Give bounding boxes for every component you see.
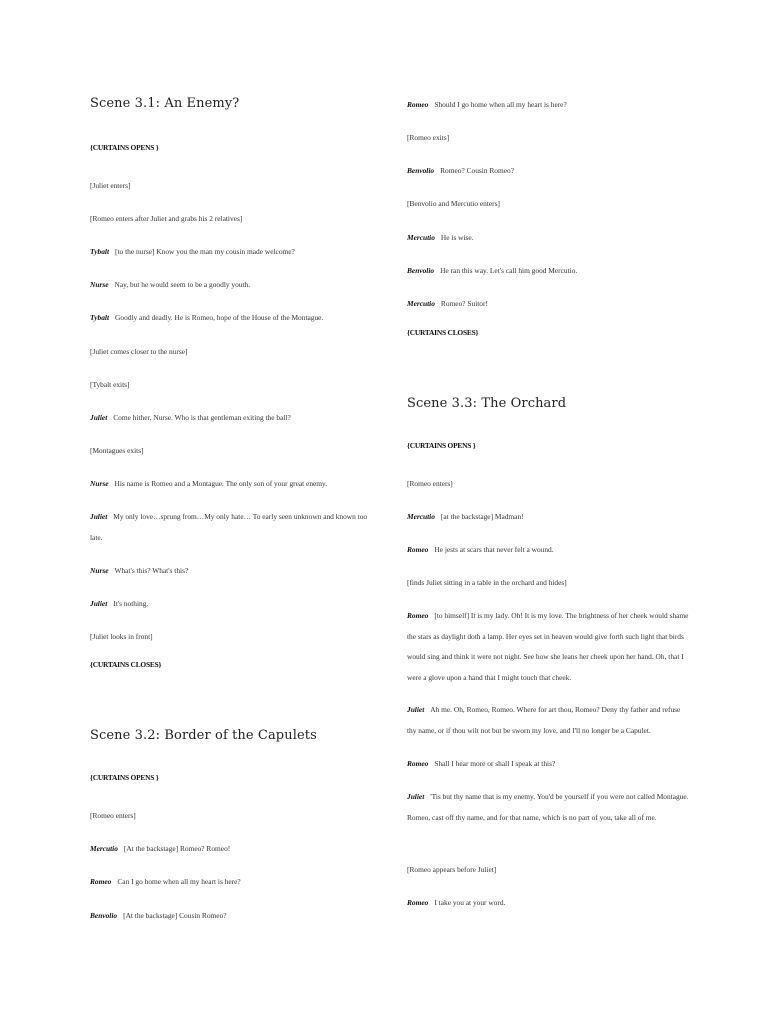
scene-3-2-title: Scene 3.2: Border of the Capulets: [90, 728, 317, 743]
dialogue-line: [407, 228, 689, 249]
stage-direction: [Romeo enters after Juliet and grabs his 2 relatives]: [90, 214, 243, 223]
speaker-name: Benvolio: [407, 166, 435, 175]
curtain-cue: {CURTAINS OPENS }: [90, 773, 159, 782]
stage-direction: [Romeo appears before Juliet]: [407, 865, 497, 874]
stage-direction: [finds Juliet sitting in a table in the orchard and hides]: [407, 578, 567, 587]
speaker-name: Romeo: [407, 759, 429, 768]
dialogue-text: Shall I hear more or shall I speak at this?: [434, 759, 556, 768]
stage-direction: [Romeo enters]: [90, 811, 136, 820]
dialogue-text: Romeo? Cousin Romeo?: [440, 166, 515, 175]
dialogue-text: He is wise.: [440, 233, 474, 242]
dialogue-line: [407, 95, 689, 116]
curtain-cue: {CURTAINS CLOSES}: [90, 660, 162, 669]
curtain-cue: {CURTAINS CLOSES}: [407, 328, 479, 337]
stage-direction: [Juliet comes closer to the nurse]: [90, 347, 188, 356]
dialogue-line: [90, 839, 370, 860]
speaker-name: Juliet: [90, 599, 108, 608]
dialogue-line: [90, 408, 370, 429]
dialogue-text: I take you at your word.: [434, 898, 506, 907]
dialogue-text: [at the backstage] Madman!: [440, 512, 524, 521]
dialogue-text: What's this? What's this?: [114, 566, 189, 575]
dialogue-line: [90, 594, 370, 615]
dialogue-line: [90, 561, 370, 582]
dialogue-line: [90, 872, 370, 893]
dialogue-line: [407, 754, 689, 775]
dialogue-text: Ah me. Oh, Romeo, Romeo. Where for art thou, Romeo? Deny thy father and refuse thy name, or if thou wilt not but be sworn my love, and I'll no longer be a Capulet.: [407, 705, 681, 735]
speaker-name: Benvolio: [407, 266, 435, 275]
curtain-cue: {CURTAINS OPENS }: [90, 143, 159, 152]
stage-direction: [Juliet looks in front]: [90, 632, 153, 641]
dialogue-line: [407, 700, 689, 741]
dialogue-text: His name is Romeo and a Montague. The only son of your great enemy.: [114, 479, 328, 488]
dialogue-text: Goodly and deadly. He is Romeo, hope of the House of the Montague.: [115, 313, 324, 322]
dialogue-line: [90, 906, 370, 927]
dialogue-line: [407, 261, 689, 282]
speaker-name: Nurse: [90, 479, 109, 488]
dialogue-text: Should I go home when all my heart is here?: [434, 100, 567, 109]
dialogue-line: [90, 308, 370, 329]
stage-direction: [Juliet enters]: [90, 181, 131, 190]
dialogue-line: [407, 507, 689, 528]
dialogue-text: [At the backstage] Cousin Romeo?: [123, 911, 227, 920]
speaker-name: Nurse: [90, 566, 109, 575]
dialogue-line: [407, 893, 689, 914]
dialogue-text: 'Tis but thy name that is my enemy. You'd be yourself if you were not called Montague. Romeo, cast off thy name, and for that name, which is no part of you, take all of me.: [407, 792, 689, 822]
dialogue-text: [to himself] It is my lady. Oh! It is my love. The brightness of her cheek would shame the stars as daylight doth a lamp. Her eyes set in heaven would give forth such light that birds would sing and think it were not night. See how she leans her cheek upon her hand. Oh, that I were a glove upon a hand that I might touch that cheek.: [407, 611, 689, 682]
dialogue-line: [407, 540, 689, 561]
speaker-name: Juliet: [90, 512, 108, 521]
dialogue-text: He jests at scars that never felt a wound.: [434, 545, 554, 554]
dialogue-line: [407, 294, 689, 315]
speaker-name: Juliet: [407, 705, 425, 714]
dialogue-text: Nay, but he would seem to be a goodly youth.: [114, 280, 251, 289]
speaker-name: Nurse: [90, 280, 109, 289]
dialogue-text: My only love…sprung from…My only hate… To early seen unknown and known too late.: [90, 512, 368, 542]
speaker-name: Romeo: [407, 545, 429, 554]
dialogue-line: [90, 275, 370, 296]
dialogue-text: Can I go home when all my heart is here?: [117, 877, 241, 886]
dialogue-text: Romeo? Suitor!: [440, 299, 488, 308]
stage-direction: [Benvolio and Mercutio enters]: [407, 199, 500, 208]
speaker-name: Romeo: [407, 898, 429, 907]
stage-direction: [Tybalt exits]: [90, 380, 130, 389]
dialogue-text: Come hither, Nurse. Who is that gentleman exiting the ball?: [113, 413, 291, 422]
speaker-name: Romeo: [90, 877, 112, 886]
dialogue-line: [90, 474, 370, 495]
dialogue-line: [407, 787, 689, 828]
dialogue-text: [At the backstage] Romeo? Romeo!: [123, 844, 231, 853]
speaker-name: Juliet: [90, 413, 108, 422]
speaker-name: Benvolio: [90, 911, 118, 920]
scene-3-1-title: Scene 3.1: An Enemy?: [90, 96, 240, 111]
dialogue-text: [to the nurse] Know you the man my cousin made welcome?: [115, 247, 295, 256]
speaker-name: Mercutio: [90, 844, 118, 853]
dialogue-line: [407, 606, 689, 688]
speaker-name: Romeo: [407, 100, 429, 109]
speaker-name: Tybalt: [90, 247, 110, 256]
stage-direction: [Romeo enters]: [407, 479, 453, 488]
speaker-name: Tybalt: [90, 313, 110, 322]
speaker-name: Mercutio: [407, 233, 435, 242]
dialogue-line: [90, 507, 370, 548]
dialogue-text: He ran this way. Let's call him good Mercutio.: [440, 266, 578, 275]
scene-3-3-title: Scene 3.3: The Orchard: [407, 396, 567, 411]
stage-direction: [Montagues exits]: [90, 446, 144, 455]
speaker-name: Mercutio: [407, 299, 435, 308]
dialogue-line: [90, 242, 370, 263]
speaker-name: Mercutio: [407, 512, 435, 521]
curtain-cue: {CURTAINS OPENS }: [407, 441, 476, 450]
dialogue-text: It's nothing.: [113, 599, 149, 608]
speaker-name: Juliet: [407, 792, 425, 801]
dialogue-line: [407, 161, 689, 182]
speaker-name: Romeo: [407, 611, 429, 620]
stage-direction: [Romeo exits]: [407, 133, 450, 142]
